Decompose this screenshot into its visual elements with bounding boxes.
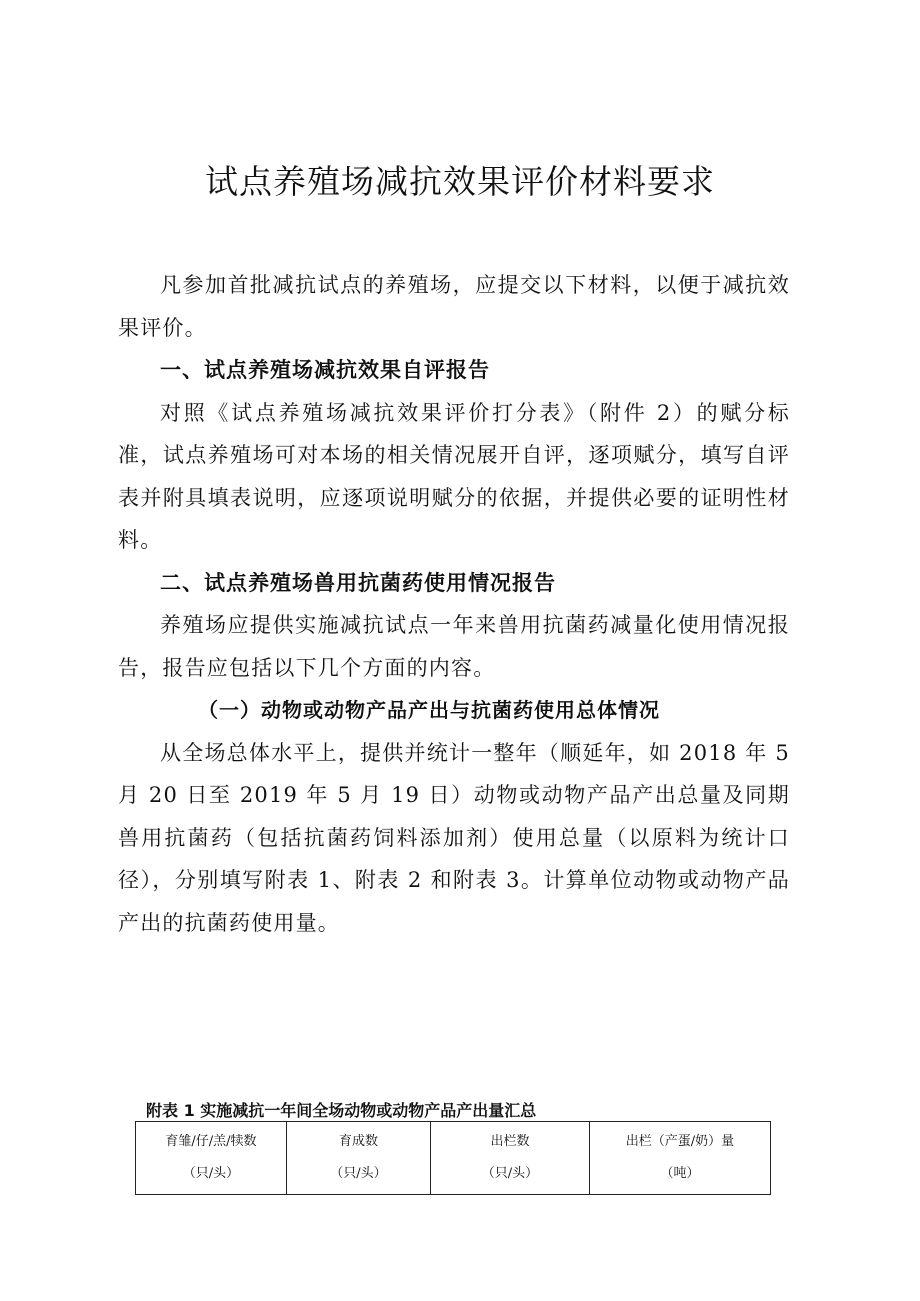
section-2-heading: 二、试点养殖场兽用抗菌药使用情况报告 bbox=[160, 570, 556, 595]
header-unit: （只/头） bbox=[330, 1166, 387, 1181]
header-name: 出栏数 bbox=[490, 1134, 530, 1149]
section-1-heading: 一、试点养殖场减抗效果自评报告 bbox=[160, 358, 490, 382]
intro-paragraph: 凡参加首批减抗试点的养殖场，应提交以下材料，以便于减抗效果评价。 bbox=[118, 273, 790, 340]
table-header-cell bbox=[136, 1122, 287, 1195]
header-unit: （只/头） bbox=[481, 1166, 539, 1181]
table-header-row bbox=[136, 1122, 771, 1195]
table-1-caption: 附表 1 实施减抗一年间全场动物或动物产品产出量汇总 bbox=[146, 1101, 537, 1120]
header-name: 育成数 bbox=[338, 1134, 378, 1149]
section-2-paragraph: 养殖场应提供实施减抗试点一年来兽用抗菌药减量化使用情况报告，报告应包括以下几个方面的内容。 bbox=[118, 613, 790, 680]
table-header-cell bbox=[431, 1122, 590, 1195]
document-title: 试点养殖场减抗效果评价材料要求 bbox=[205, 162, 715, 201]
section-1-paragraph: 对照《试点养殖场减抗效果评价打分表》（附件 2）的赋分标准，试点养殖场可对本场的相关情况展开自评，逐项赋分，填写自评表并附具填表说明，应逐项说明赋分的依据，并提供必要的证明性材料。 bbox=[118, 400, 790, 552]
document-body bbox=[118, 264, 790, 944]
table-1 bbox=[135, 1121, 771, 1195]
table-header-cell bbox=[590, 1122, 771, 1195]
table-header-cell bbox=[287, 1122, 431, 1195]
subsection-1-paragraph: 从全场总体水平上，提供并统计一整年（顺延年，如 2018 年 5 月 20 日至 2019 年 5 月 19 日）动物或动物产品产出总量及同期兽用抗菌药（包括抗菌药饲料添加剂）使用总量（以原料为统计口径），分别填写附表 1、附表 2 和附表 3。计算单位动物或动物产品产出的抗菌药使用量。 bbox=[118, 740, 790, 935]
header-unit: （吨） bbox=[660, 1166, 700, 1181]
header-name: 育雏/仔/羔/犊数 bbox=[165, 1134, 257, 1149]
header-name: 出栏（产蛋/奶）量 bbox=[625, 1134, 735, 1149]
subsection-1-heading: （一）动物或动物产品产出与抗菌药使用总体情况 bbox=[198, 698, 660, 722]
header-unit: （只/头） bbox=[182, 1166, 240, 1181]
